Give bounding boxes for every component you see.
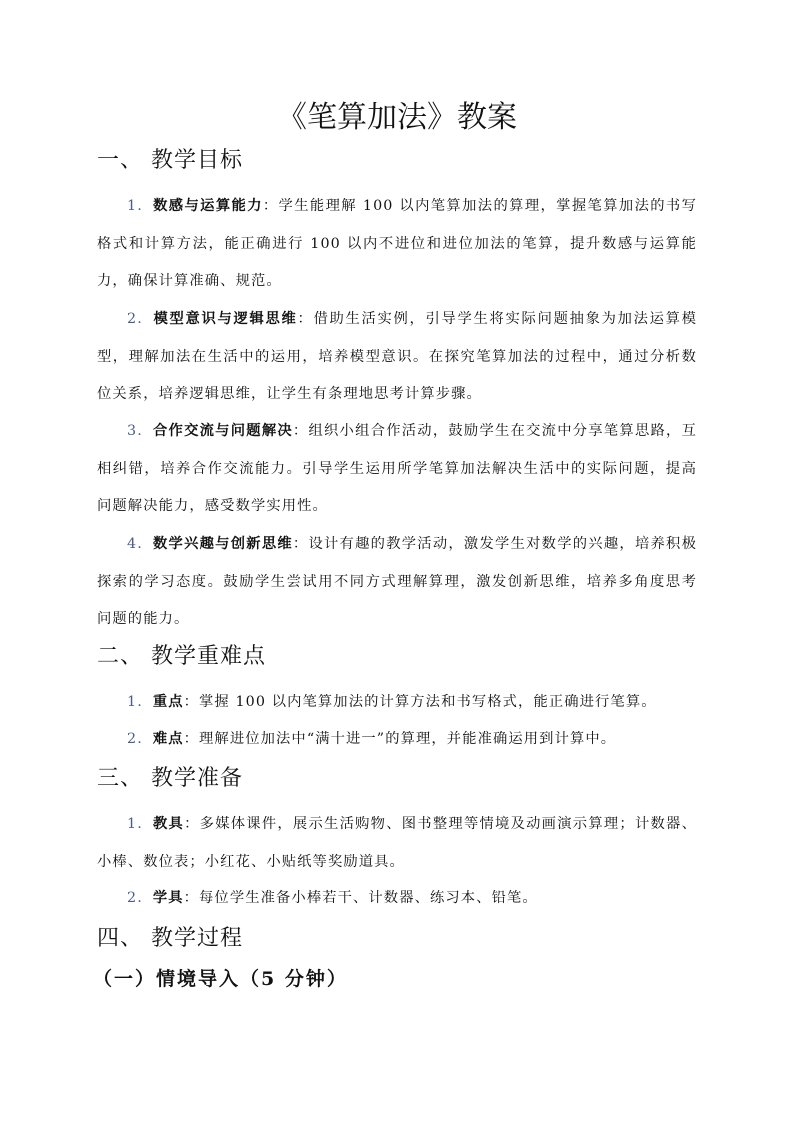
item-text: ：多媒体课件，展示生活购物、图书整理等情境及动画演示算理；计数器、小棒、数位表；小红花、小贴纸等奖励道具。 (97, 816, 698, 870)
item-text: ：组织小组合作活动，鼓励学生在交流中分享笔算思路，互相纠错，培养合作交流能力。引导学生运用所学笔算加法解决生活中的实际问题，提高问题解决能力，感受数学实用性。 (97, 423, 697, 514)
key-point-item-2 (97, 721, 697, 759)
item-number: 1. (127, 694, 143, 710)
item-label: 学具 (152, 890, 184, 906)
item-number: 4. (127, 536, 143, 552)
item-label: 数感与运算能力 (152, 198, 263, 214)
document-title: 《笔算加法》教案 (277, 100, 517, 135)
section-heading-objectives: 一、 教学目标 (97, 148, 243, 173)
item-text: ：每位学生准备小棒若干、计数器、练习本、铅笔。 (183, 890, 538, 906)
objective-item-1 (97, 188, 697, 301)
section-heading-process: 四、 教学过程 (97, 926, 243, 951)
item-text: ：设计有趣的教学活动，激发学生对数学的兴趣，培养积极探索的学习态度。鼓励学生尝试用不同方式理解算理，激发创新思维，培养多角度思考问题的能力。 (97, 536, 697, 627)
subsection-heading-intro: （一）情境导入（5 分钟） (93, 968, 348, 990)
item-label: 难点 (152, 731, 184, 747)
item-text: ：理解进位加法中“满十进一”的算理，并能准确运用到计算中。 (183, 731, 617, 747)
objective-item-4 (97, 526, 697, 639)
objective-item-2 (97, 301, 697, 414)
item-label: 教具 (152, 816, 185, 832)
item-number: 1. (127, 816, 143, 832)
preparation-item-1 (97, 806, 697, 881)
section-heading-key-points: 二、 教学重难点 (97, 644, 266, 669)
item-label: 模型意识与逻辑思维 (152, 311, 298, 327)
section-heading-preparation: 三、 教学准备 (97, 766, 243, 791)
item-label: 数学兴趣与创新思维 (152, 536, 293, 552)
item-text: ：掌握 100 以内笔算加法的计算方法和书写格式，能正确进行笔算。 (183, 694, 657, 710)
item-number: 3. (127, 423, 143, 439)
preparation-item-2 (97, 880, 697, 918)
item-number: 2. (127, 311, 143, 327)
item-text: ：借助生活实例，引导学生将实际问题抽象为加法运算模型，理解加法在生活中的运用，培养模型意识。在探究笔算加法的过程中，通过分析数位关系，培养逻辑思维，让学生有条理地思考计算步骤。 (97, 311, 697, 402)
item-number: 1. (127, 198, 143, 214)
item-text: ：学生能理解 100 以内笔算加法的算理，掌握笔算加法的书写格式和计算方法，能正确进行 100 以内不进位和进位加法的笔算，提升数感与运算能力，确保计算准确、规范。 (97, 198, 697, 289)
item-label: 合作交流与问题解决 (152, 423, 293, 439)
key-point-item-1 (97, 684, 697, 722)
item-number: 2. (127, 890, 143, 906)
item-label: 重点 (152, 694, 184, 710)
item-number: 2. (127, 731, 143, 747)
objective-item-3 (97, 413, 697, 526)
